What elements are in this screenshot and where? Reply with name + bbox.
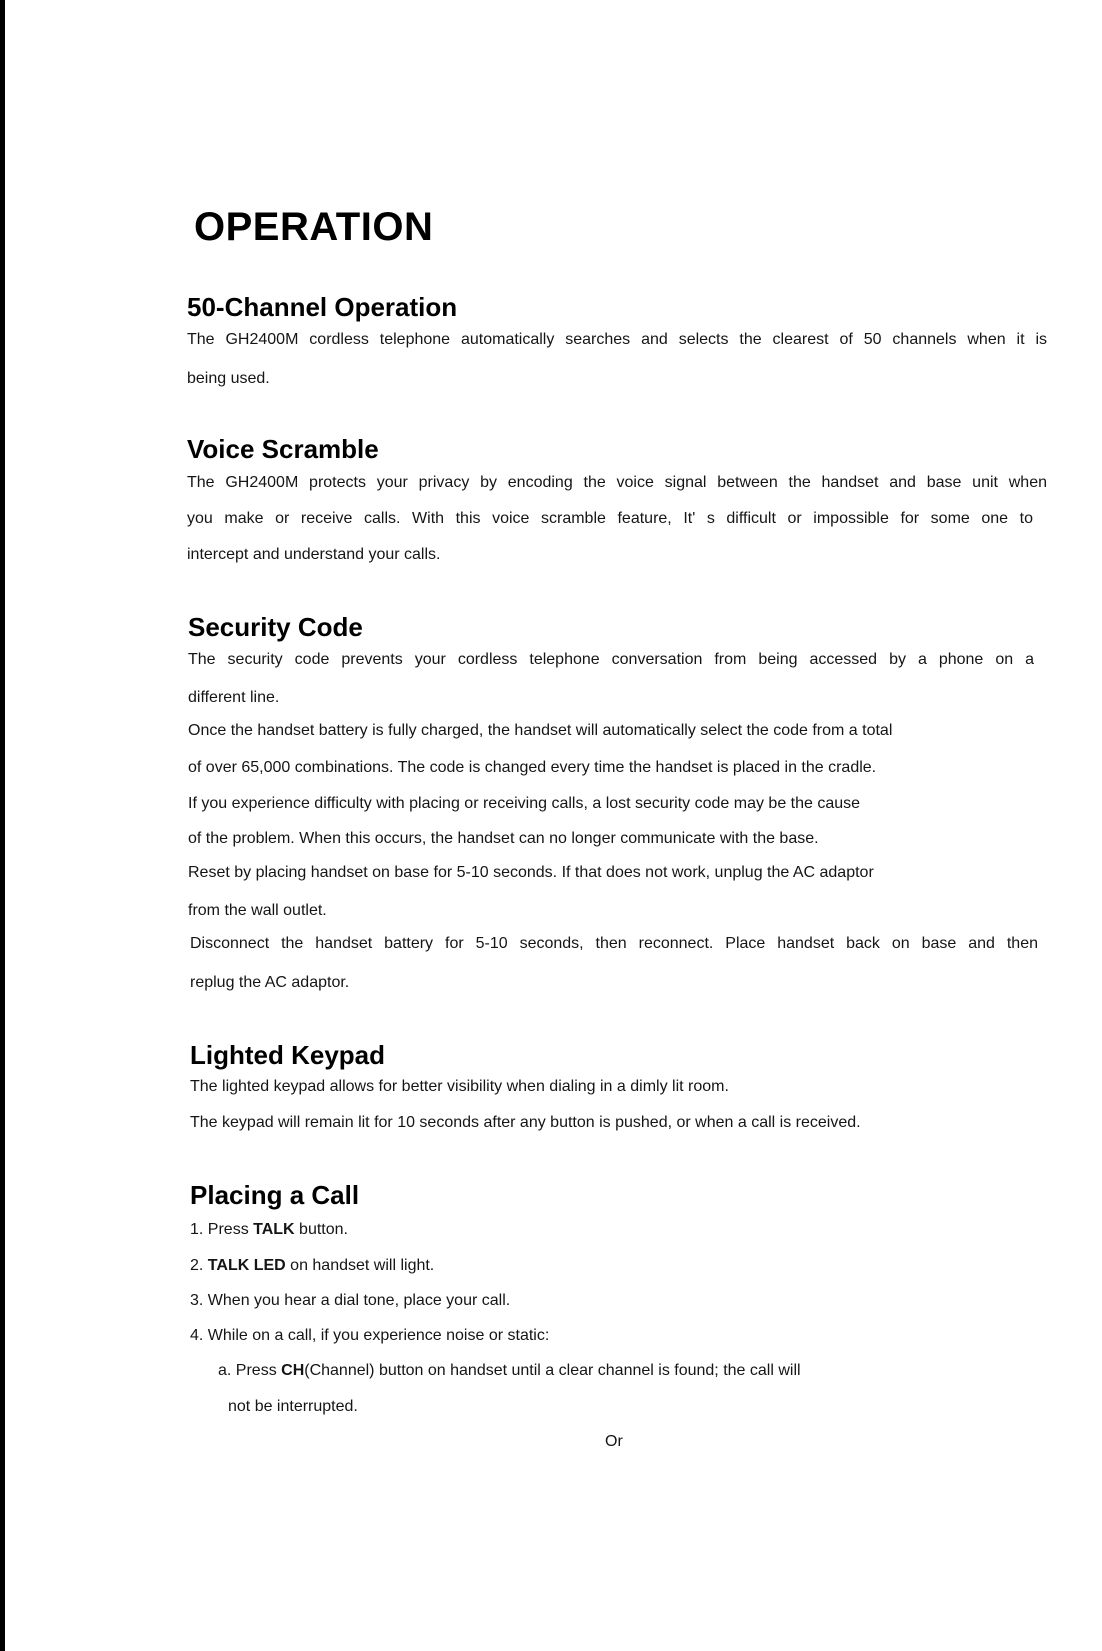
security-line-2: different line.: [188, 689, 280, 706]
placing-step-1-suffix: button.: [294, 1221, 348, 1238]
security-line-9: Disconnect the handset battery for 5-10 seconds, then reconnect. Place handset back on base and then: [190, 935, 1038, 952]
talk-key-label: TALK: [253, 1221, 295, 1238]
security-line-1: The security code prevents your cordless telephone conversation from being accessed by a phone on a: [188, 651, 1034, 668]
placing-step-2: [190, 1257, 434, 1275]
security-line-8: from the wall outlet.: [188, 902, 327, 919]
placing-step-4a-suffix: (Channel) button on handset until a clear channel is found; the call will: [304, 1362, 801, 1379]
placing-step-2-suffix: on handset will light.: [285, 1257, 435, 1274]
security-line-4: of over 65,000 combinations. The code is changed every time the handset is placed in the cradle.: [188, 759, 877, 776]
ch-key-label: CH: [281, 1362, 305, 1379]
security-line-5: If you experience difficulty with placing or receiving calls, a lost security code may be the cause: [188, 795, 861, 812]
or-separator: Or: [605, 1433, 623, 1450]
scramble-line-2: you make or receive calls. With this voice scramble feature, It' s difficult or impossible for some one to: [187, 510, 1033, 527]
placing-step-4a: [218, 1362, 801, 1380]
keypad-line-1: The lighted keypad allows for better visibility when dialing in a dimly lit room.: [190, 1078, 729, 1095]
placing-step-2-prefix: 2.: [190, 1257, 208, 1274]
security-line-3: Once the handset battery is fully charged, the handset will automatically select the code from a total: [188, 722, 893, 739]
placing-step-4a-continued: not be interrupted.: [228, 1398, 358, 1415]
security-line-10: replug the AC adaptor.: [190, 974, 350, 991]
section-heading-security: Security Code: [188, 612, 363, 642]
placing-step-4: 4. While on a call, if you experience noise or static:: [190, 1327, 550, 1344]
scramble-line-1: The GH2400M protects your privacy by encoding the voice signal between the handset and base unit when: [187, 474, 1047, 491]
placing-step-1-prefix: 1. Press: [190, 1221, 254, 1238]
section-heading-keypad: Lighted Keypad: [190, 1040, 386, 1070]
security-line-6: of the problem. When this occurs, the handset can no longer communicate with the base.: [188, 830, 819, 847]
talk-led-label: TALK LED: [207, 1257, 286, 1274]
section-heading-scramble: Voice Scramble: [187, 434, 379, 464]
page-edge-bar: [0, 0, 5, 1651]
section-heading-channel: 50-Channel Operation: [187, 292, 458, 322]
placing-step-3: 3. When you hear a dial tone, place your call.: [190, 1292, 511, 1309]
security-line-7: Reset by placing handset on base for 5-10 seconds. If that does not work, unplug the AC adaptor: [188, 864, 874, 881]
channel-line-2: being used.: [187, 370, 270, 387]
placing-step-1: [190, 1221, 348, 1239]
section-heading-placing: Placing a Call: [190, 1180, 360, 1210]
page-title: OPERATION: [194, 205, 434, 249]
channel-line-1: The GH2400M cordless telephone automatically searches and selects the clearest of 50 channels when it is: [187, 331, 1047, 348]
placing-step-4a-prefix: a. Press: [218, 1362, 282, 1379]
scramble-line-3: intercept and understand your calls.: [187, 546, 441, 563]
keypad-line-2: The keypad will remain lit for 10 seconds after any button is pushed, or when a call is received.: [190, 1114, 861, 1131]
